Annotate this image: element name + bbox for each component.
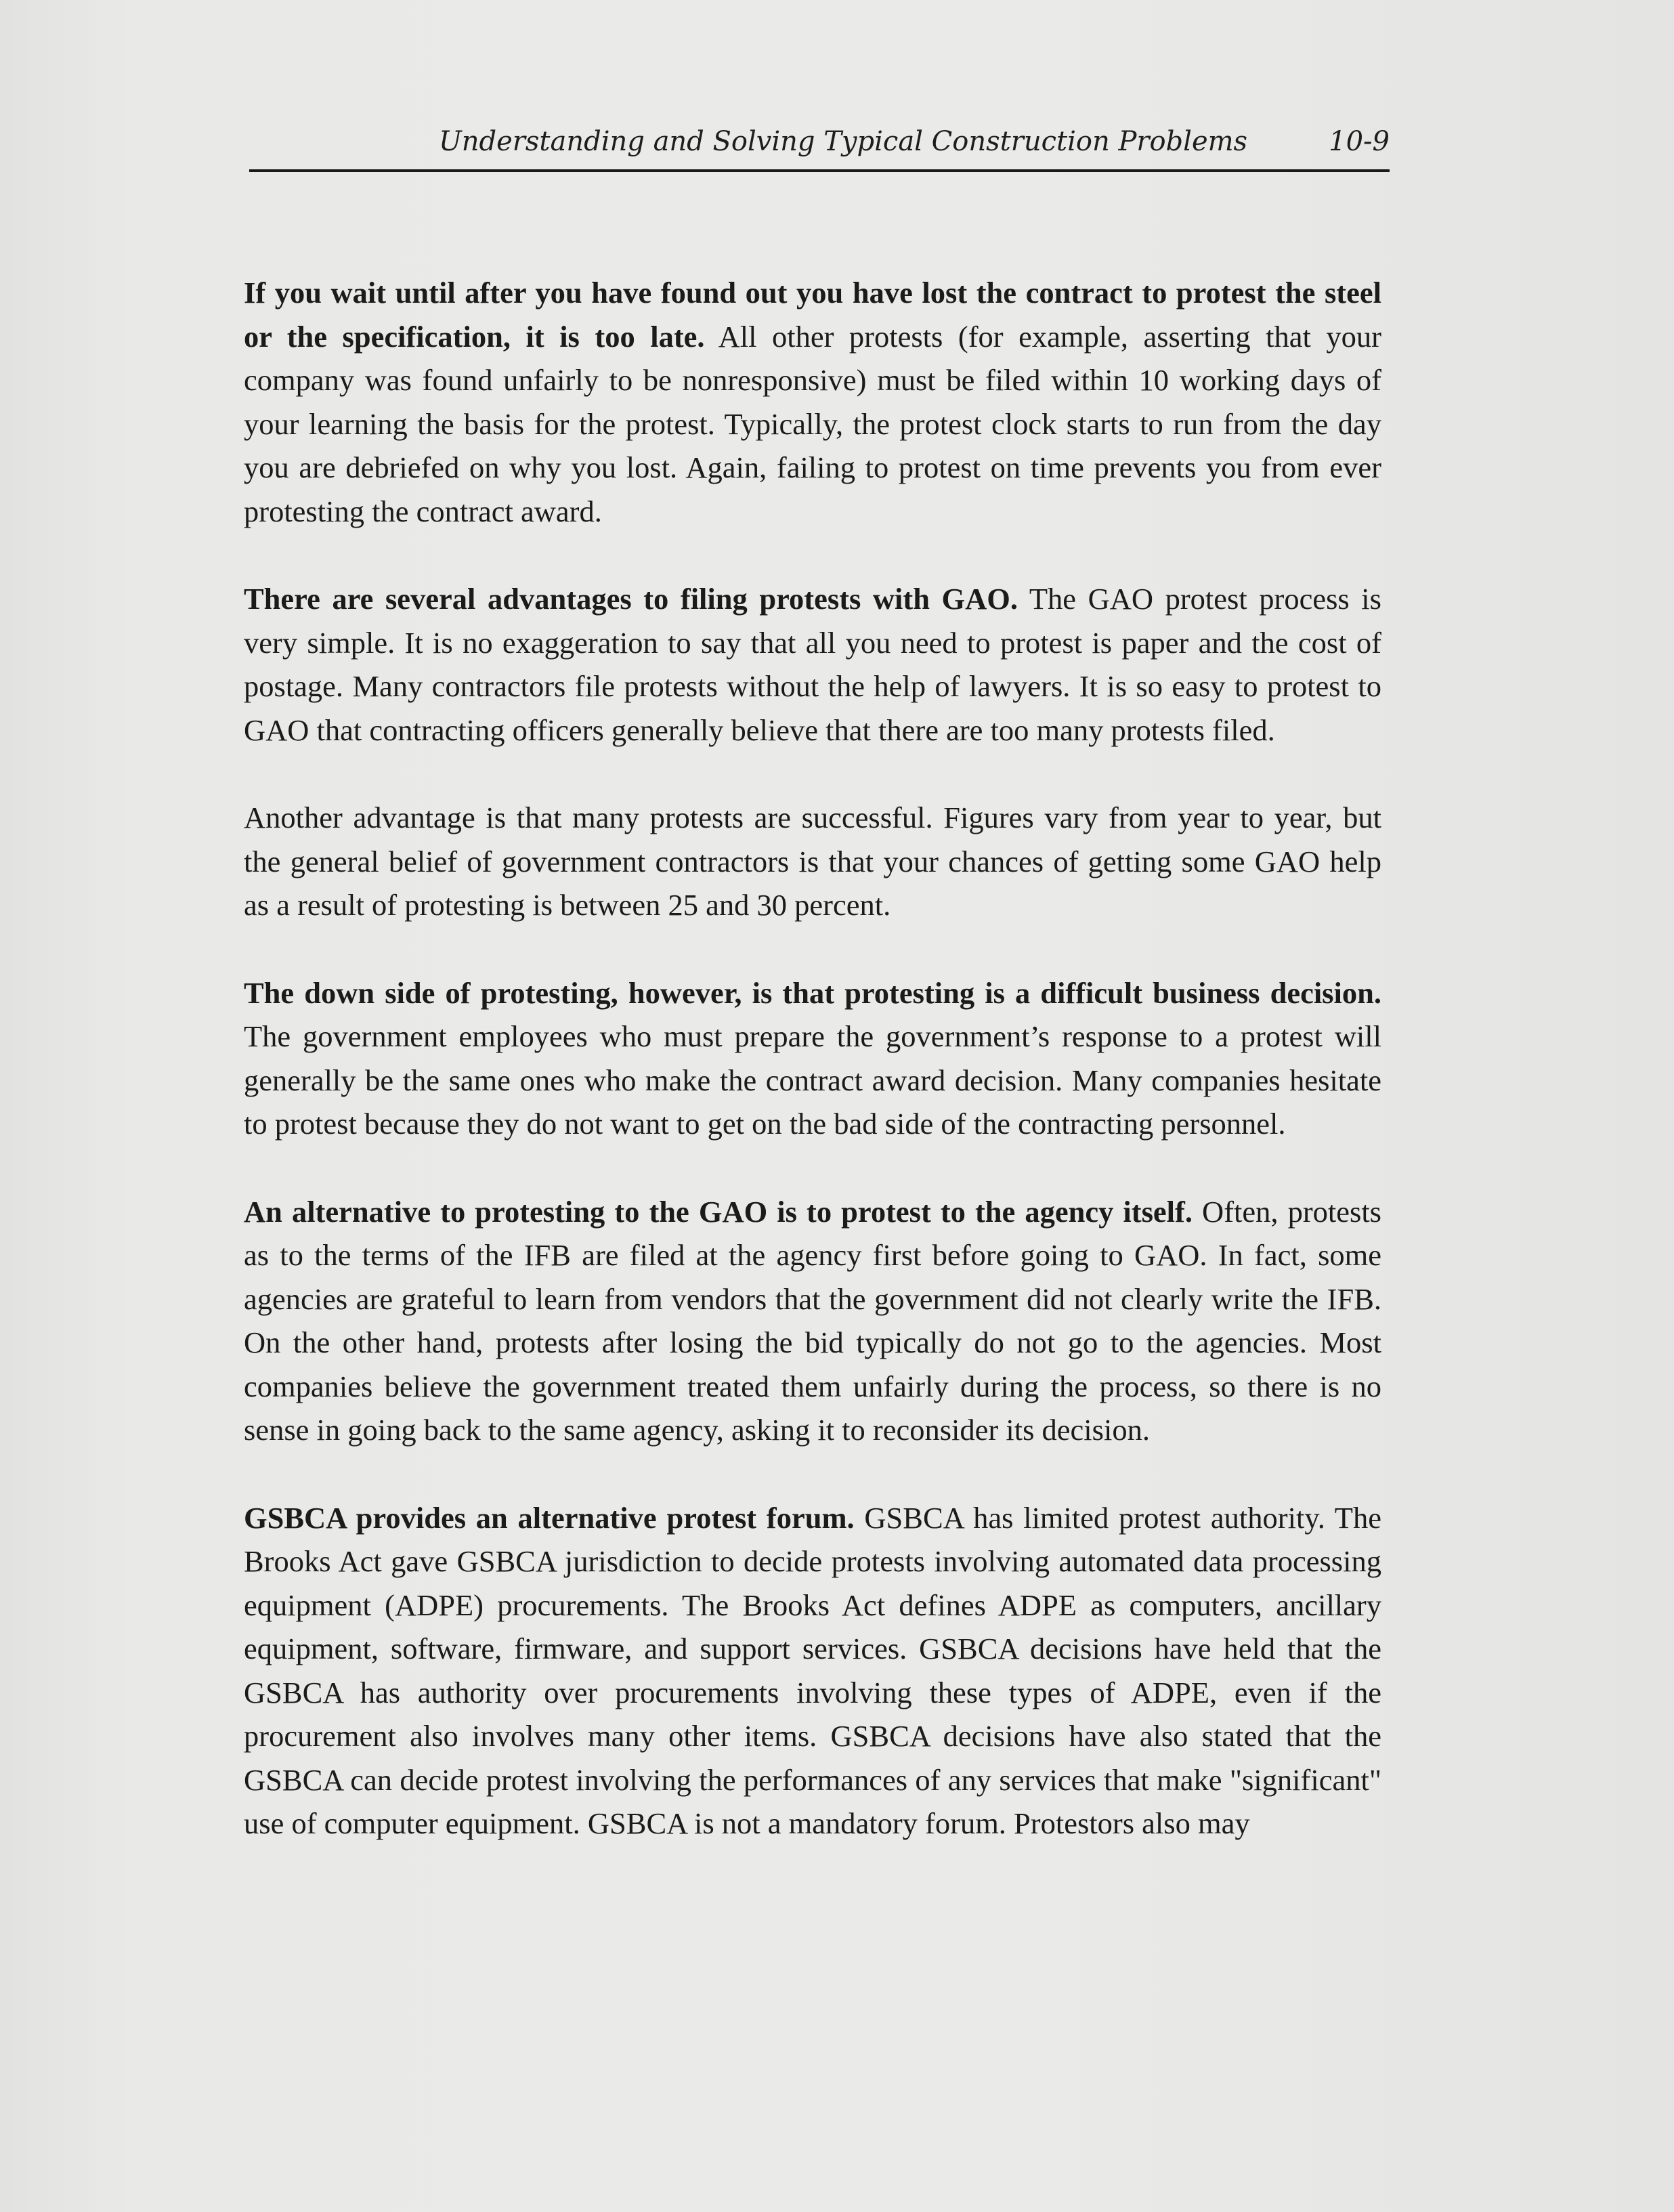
paragraph-lead: GSBCA provides an alternative protest forum. [244,1500,855,1535]
paragraph-text: Another advantage is that many protests are successful. Figures vary from year to year, but the general belief of government contractors is that your chances of getting some GAO help as a result of protesting is between 25 and 30 percent. [244,801,1381,922]
paragraph-lead: If you wait until after you have found out you have lost the contract to protest the steel or the specification, it is too late. [244,276,1381,354]
body-text [244,271,1381,1890]
paragraph [244,1496,1381,1846]
paragraph [244,971,1381,1146]
paragraph [244,796,1381,927]
paragraph-lead: The down side of protesting, however, is that protesting is a difficult business decision. [244,975,1381,1010]
paragraph-text: All other protests (for example, asserting that your company was found unfairly to be nonresponsive) must be filed within 10 working days of your learning the basis for the protest. Typically, the protest clock starts to run from the day you are debriefed on why you lost. Again, failing to protest on time prevents you from ever protesting the contract award. [244,319,1381,528]
paragraph [244,1190,1381,1452]
paragraph [244,271,1381,533]
paragraph-text: The government employees who must prepare the government’s response to a protest will generally be the same ones who make the contract award decision. Many companies hesitate to protest because they do not want to get on the bad side of the contracting personnel. [244,1019,1381,1141]
header-title: Understanding and Solving Typical Construction Problems [439,126,1248,157]
page-number: 10-9 [1329,126,1390,157]
paragraph-text: GSBCA has limited protest authority. The Brooks Act gave GSBCA jurisdiction to decide protests involving automated data processing equipment (ADPE) procurements. The Brooks Act defines ADPE as computers, ancillary equipment, software, firmware, and support services. GSBCA decisions have held that the GSBCA has authority over procurements involving these types of ADPE, even if the procurement also involves many other items. GSBCA decisions have also stated that the GSBCA can decide protest involving the performances of any services that make "significant" use of computer equipment. GSBCA is not a mandatory forum. Protestors also may [244,1500,1381,1840]
paragraph-text: Often, protests as to the terms of the IFB are filed at the agency first before going to GAO. In fact, some agencies are grateful to learn from vendors that the government did not clearly write the IFB. On the other hand, protests after losing the bid typically do not go to the agencies. Most companies believe the government treated them unfairly during the process, so there is no sense in going back to the same agency, asking it to reconsider its decision. [244,1194,1382,1447]
paragraph-text: The GAO protest process is very simple. It is no exaggeration to say that all you need to protest is paper and the cost of postage. Many contractors file protests without the help of lawyers. It is so easy to protest to GAO that contracting officers generally believe that there are too many protests filed. [244,582,1381,747]
paragraph-lead: An alternative to protesting to the GAO is to protest to the agency itself. [244,1194,1193,1229]
paragraph-lead: There are several advantages to filing protests with GAO. [244,582,1018,616]
running-header [249,121,1390,172]
paragraph [244,577,1381,752]
